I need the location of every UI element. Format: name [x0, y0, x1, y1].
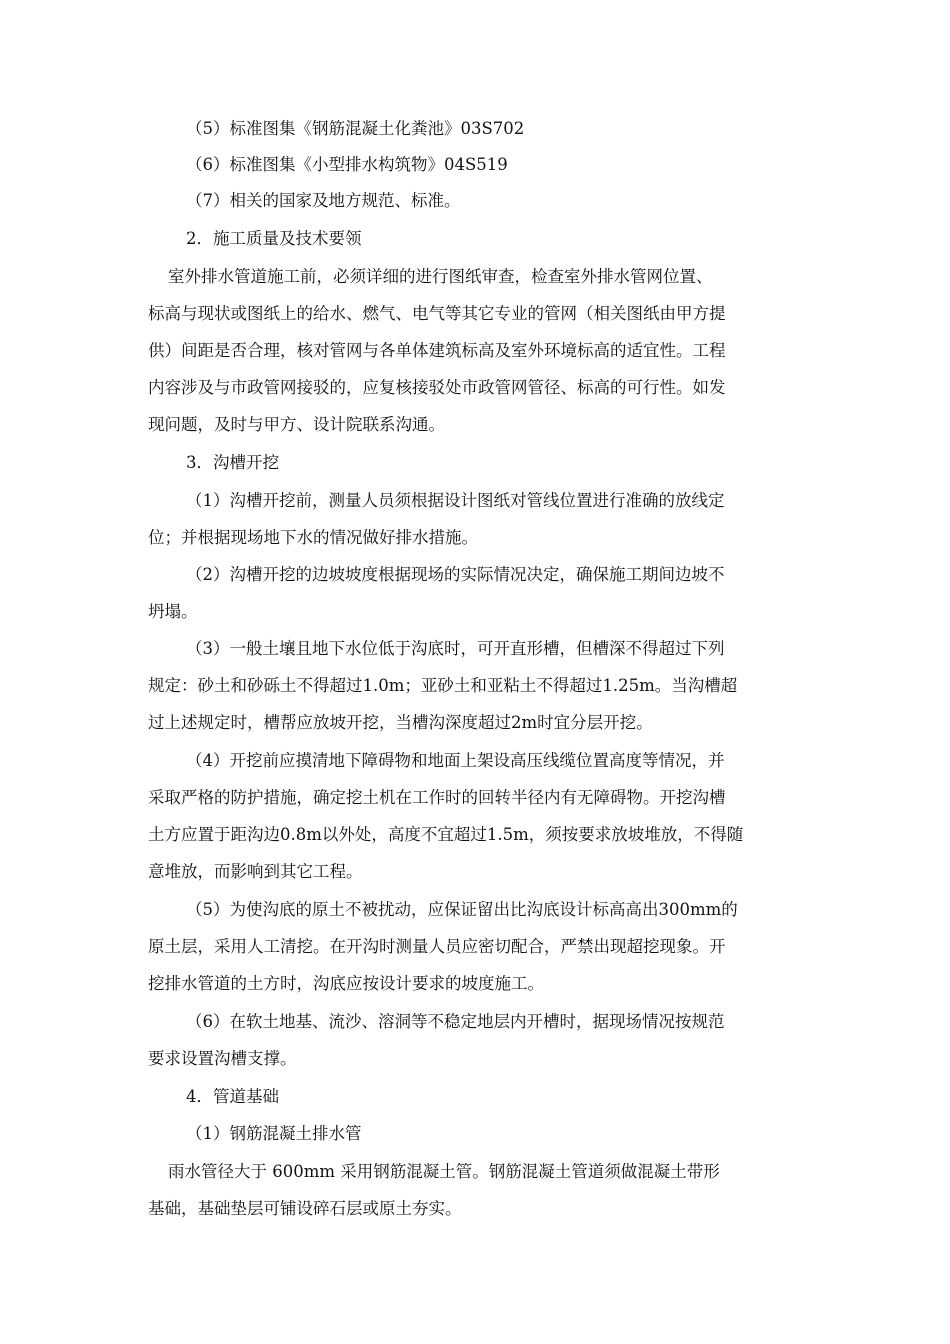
- paragraph-line: 采取严格的防护措施，确定挖土机在工作时的回转半径内有无障碍物。开挖沟槽: [148, 788, 726, 807]
- paragraph-line: 室外排水管道施工前，必须详细的进行图纸审查，检查室外排水管网位置、: [168, 267, 713, 286]
- section-heading-2: 2．施工质量及技术要领: [186, 229, 362, 248]
- paragraph-line: 原土层，采用人工清挖。在开沟时测量人员应密切配合，严禁出现超挖现象。开: [148, 937, 726, 956]
- paragraph-line: 规定：砂土和砂砾土不得超过1.0m；亚砂土和亚粘土不得超过1.25m。当沟槽超: [148, 676, 738, 695]
- paragraph-line: 基础，基础垫层可铺设碎石层或原土夯实。: [148, 1199, 462, 1218]
- paragraph-line: 雨水管径大于 600mm 采用钢筋混凝土管。钢筋混凝土管道须做混凝土带形: [168, 1162, 720, 1181]
- paragraph-line: 土方应置于距沟边0.8m以外处，高度不宜超过1.5m，须按要求放坡堆放，不得随: [148, 825, 744, 844]
- paragraph-line: （1）沟槽开挖前，测量人员须根据设计图纸对管线位置进行准确的放线定: [186, 491, 725, 510]
- paragraph-line: 挖排水管道的土方时，沟底应按设计要求的坡度施工。: [148, 974, 544, 993]
- list-item-standard-5: （5）标准图集《钢筋混凝土化粪池》03S702: [186, 119, 525, 138]
- paragraph-line: （5）为使沟底的原土不被扰动，应保证留出比沟底设计标高高出300mm的: [186, 900, 738, 919]
- sub-heading: （1）钢筋混凝土排水管: [186, 1124, 362, 1143]
- paragraph-line: 要求设置沟槽支撑。: [148, 1049, 297, 1068]
- list-item-standard-7: （7）相关的国家及地方规范、标准。: [186, 191, 461, 210]
- paragraph-line: （2）沟槽开挖的边坡坡度根据现场的实际情况决定，确保施工期间边坡不: [186, 565, 725, 584]
- paragraph-line: 现问题，及时与甲方、设计院联系沟通。: [148, 415, 445, 434]
- section-heading-3: 3．沟槽开挖: [186, 453, 279, 472]
- section-heading-4: 4．管道基础: [186, 1087, 279, 1106]
- paragraph-line: 意堆放，而影响到其它工程。: [148, 862, 363, 881]
- paragraph-line: 内容涉及与市政管网接驳的，应复核接驳处市政管网管径、标高的可行性。如发: [148, 378, 726, 397]
- paragraph-line: （3）一般土壤且地下水位低于沟底时，可开直形槽，但槽深不得超过下列: [186, 639, 725, 658]
- list-item-standard-6: （6）标准图集《小型排水构筑物》04S519: [186, 155, 508, 174]
- paragraph-line: （6）在软土地基、流沙、溶洞等不稳定地层内开槽时，据现场情况按规范: [186, 1012, 725, 1031]
- paragraph-line: 坍塌。: [148, 602, 198, 621]
- paragraph-line: 供）间距是否合理，核对管网与各单体建筑标高及室外环境标高的适宜性。工程: [148, 341, 726, 360]
- paragraph-line: 标高与现状或图纸上的给水、燃气、电气等其它专业的管网（相关图纸由甲方提: [148, 304, 726, 323]
- paragraph-line: 位；并根据现场地下水的情况做好排水措施。: [148, 528, 478, 547]
- paragraph-line: 过上述规定时，槽帮应放坡开挖，当槽沟深度超过2m时宜分层开挖。: [148, 713, 653, 732]
- paragraph-line: （4）开挖前应摸清地下障碍物和地面上架设高压线缆位置高度等情况，并: [186, 751, 725, 770]
